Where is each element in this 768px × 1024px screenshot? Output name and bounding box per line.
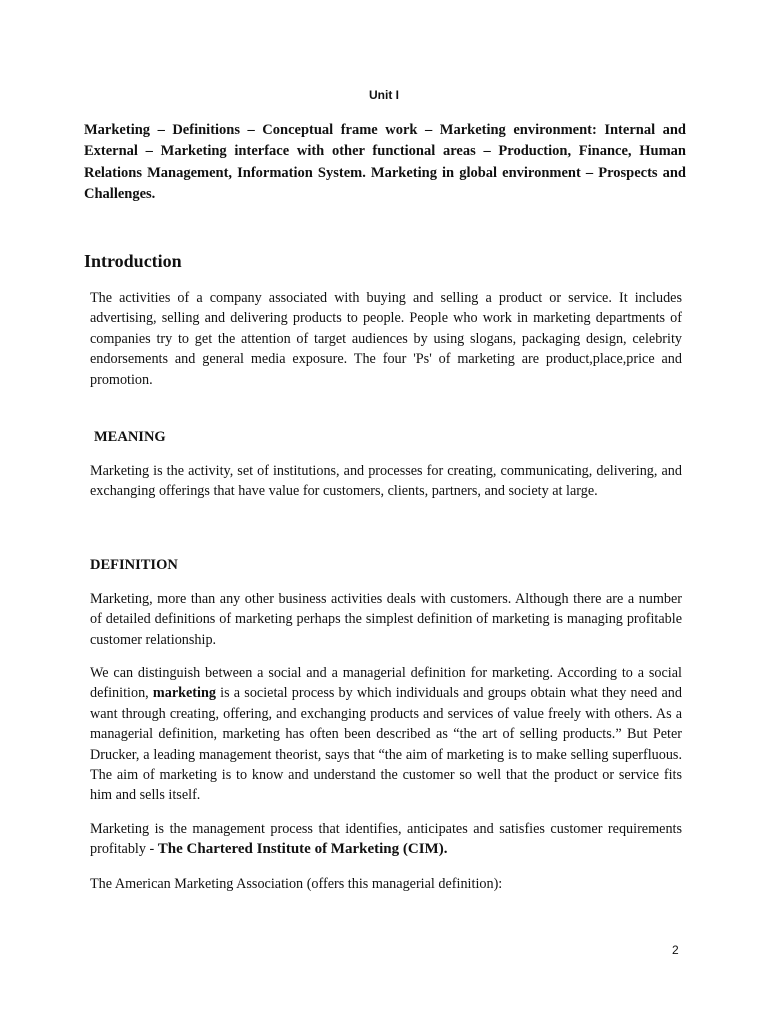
- definition-paragraph-2: [90, 663, 682, 806]
- cim-definition-text: Marketing is the management process that identifies, anticipates and satisfies customer requirements profitably -: [90, 821, 682, 858]
- cim-attribution: The Chartered Institute of Marketing (CIM).: [157, 841, 448, 858]
- cim-definition-paragraph: [90, 819, 682, 860]
- definition-paragraph-2-end: is a societal process by which individuals and groups obtain what they need and want through creating, offering, and exchanging products and services of value freely with others. As a managerial definition, marketing has often been described as “the art of selling products.” But Peter Drucker, a leading management theorist, says that “the aim of marketing is to make selling superfluous. The aim of marketing is to know and understand the customer so well that the product or service fits him and sells itself.: [90, 685, 682, 804]
- syllabus-summary: Marketing – Definitions – Conceptual frame work – Marketing environment: Internal and External – Marketing interface with other functional areas – Production, Finance, Human Relations Management, Information System. Marketing in global environment – Prospects and Challenges.: [84, 122, 686, 202]
- definition-paragraph-2-start: We can distinguish between a social and a managerial definition for marketing. According to a social definition,: [90, 665, 682, 702]
- page-number: 2: [672, 943, 679, 957]
- unit-title: Unit I: [369, 88, 399, 102]
- definition-heading: DEFINITION: [90, 557, 178, 573]
- definition-paragraph-1: Marketing, more than any other business activities deals with customers. Although there are a number of detailed definitions of marketing perhaps the simplest definition of marketing is managing profitable customer relationship.: [90, 591, 682, 648]
- meaning-paragraph: Marketing is the activity, set of institutions, and processes for creating, communicating, delivering, and exchanging offerings that have value for customers, clients, partners, and society at large.: [90, 463, 682, 500]
- introduction-paragraph: The activities of a company associated with buying and selling a product or service. It includes advertising, selling and delivering products to people. People who work in marketing departments of companies try to get the attention of target audiences by using slogans, packaging design, celebrity endorsements and general media exposure. The four 'Ps' of marketing are product,place,price and promotion.: [90, 290, 682, 388]
- marketing-term: marketing: [152, 685, 216, 702]
- ama-definition-intro: The American Marketing Association (offers this managerial definition):: [90, 876, 503, 892]
- meaning-heading: MEANING: [94, 429, 166, 445]
- introduction-heading: Introduction: [84, 251, 182, 271]
